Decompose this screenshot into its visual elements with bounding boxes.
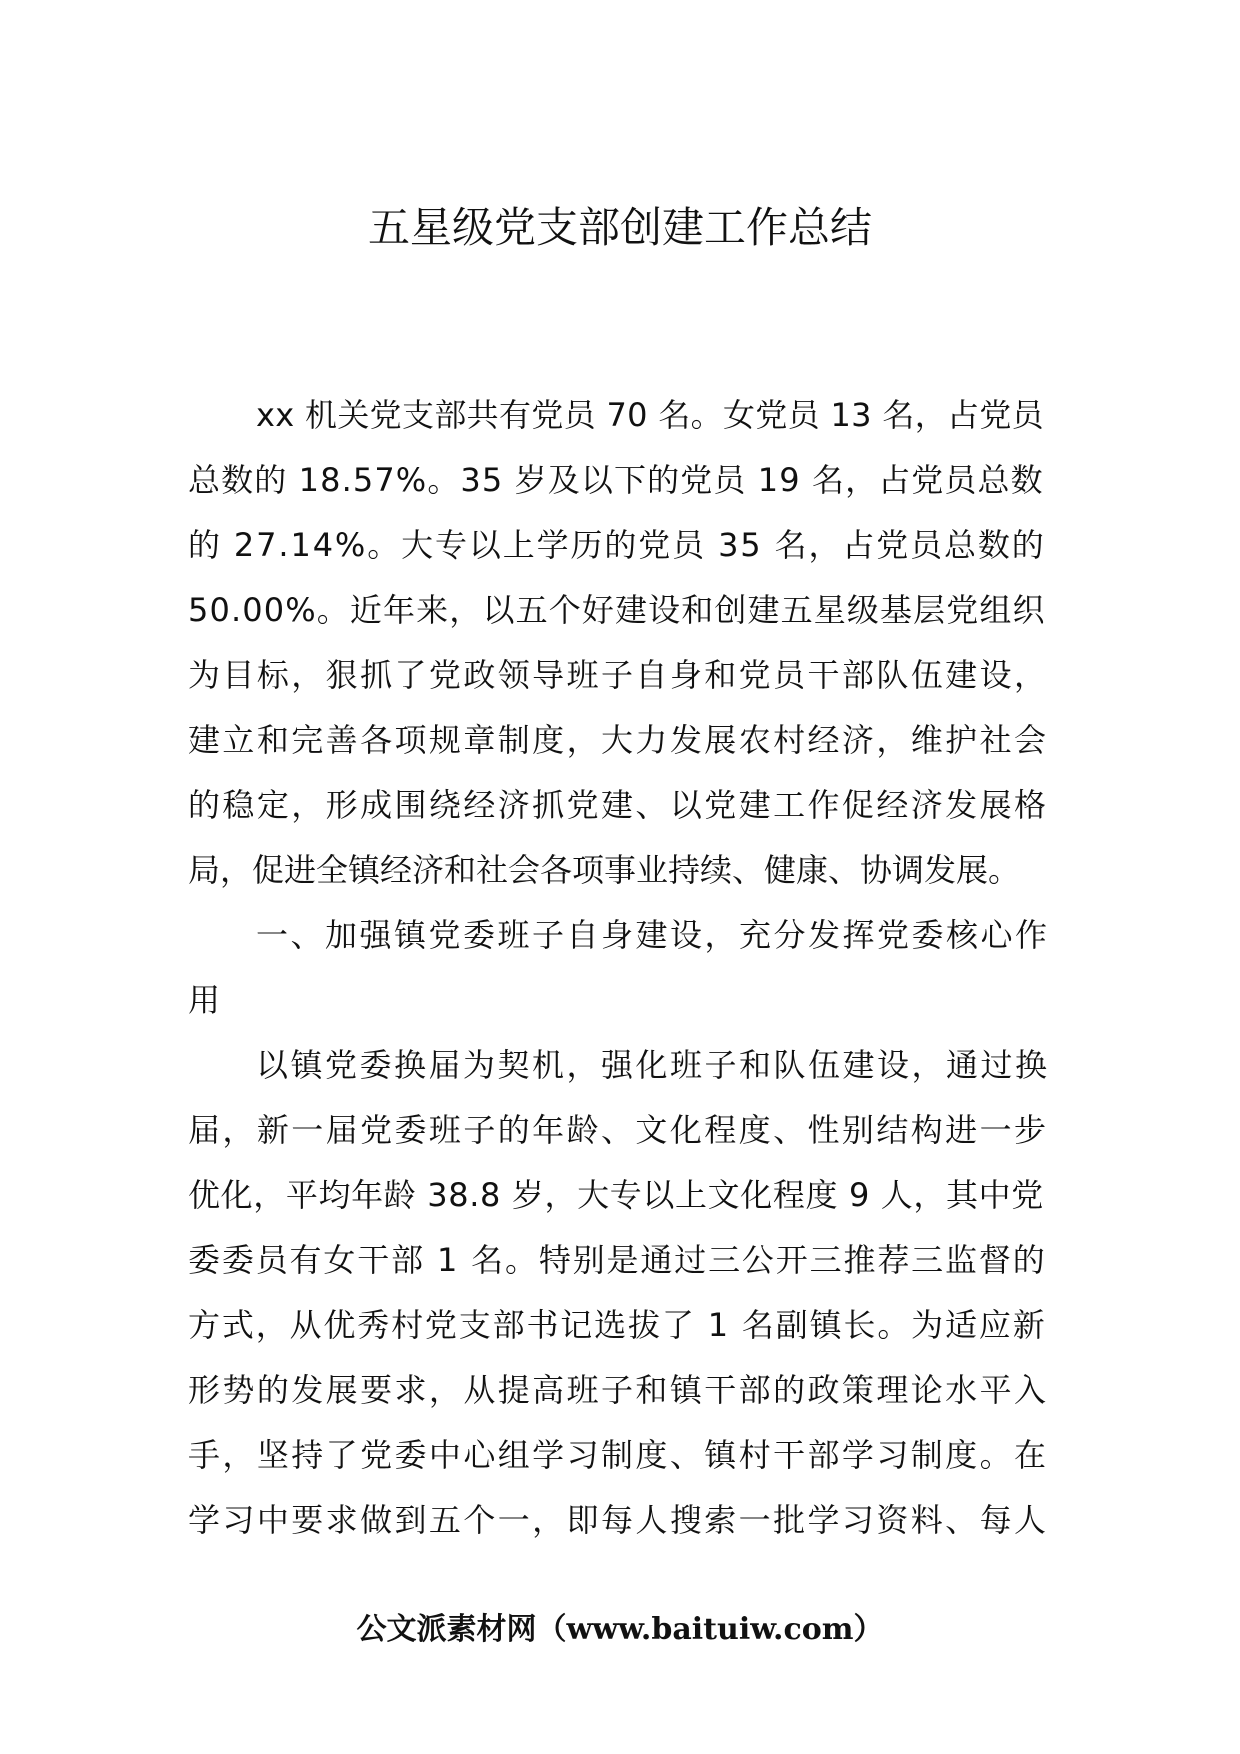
line-text: 建立和完善各项规章制度，大力发展农村经济，维护社会 — [188, 721, 1049, 759]
line-text: 以镇党委换届为契机，强化班子和队伍建设，通过换 — [256, 1046, 1050, 1084]
line-text: 为目标，狠抓了党政领导班子自身和党员干部队伍建设， — [188, 656, 1049, 694]
line-text: 学习中要求做到五个一，即每人搜索一批学习资料、每人 — [188, 1501, 1049, 1539]
text-line — [188, 1163, 1058, 1228]
text-line — [188, 708, 1058, 773]
text-line — [188, 513, 1058, 578]
line-text: 用 — [188, 981, 221, 1019]
document-body — [188, 383, 1058, 1553]
text-line — [188, 1358, 1058, 1423]
line-text: 的 27.14%。大专以上学历的党员 35 名，占党员总数的 — [188, 526, 1046, 564]
document-title: 五星级党支部创建工作总结 — [367, 203, 872, 252]
text-line — [188, 643, 1058, 708]
line-text: 形势的发展要求，从提高班子和镇干部的政策理论水平入 — [188, 1371, 1049, 1409]
text-line — [188, 448, 1058, 513]
line-text: 优化，平均年龄 38.8 岁，大专以上文化程度 9 人，其中党 — [188, 1176, 1044, 1214]
line-text: 总数的 18.57%。35 岁及以下的党员 19 名，占党员总数 — [188, 461, 1044, 499]
text-line — [188, 1098, 1058, 1163]
section-heading-line — [188, 968, 1058, 1033]
line-text: 50.00%。近年来，以五个好建设和创建五星级基层党组织 — [188, 591, 1046, 629]
text-line — [188, 1488, 1058, 1553]
line-text: 一、加强镇党委班子自身建设，充分发挥党委核心作 — [256, 916, 1050, 954]
text-line — [188, 838, 1058, 903]
text-line — [188, 1423, 1058, 1488]
text-line — [188, 1033, 1058, 1098]
text-line — [188, 1228, 1058, 1293]
line-text: 委委员有女干部 1 名。特别是通过三公开三推荐三监督的 — [188, 1241, 1047, 1279]
text-line — [188, 1293, 1058, 1358]
line-text: 手，坚持了党委中心组学习制度、镇村干部学习制度。在 — [188, 1436, 1049, 1474]
text-line — [188, 773, 1058, 838]
line-text: xx 机关党支部共有党员 70 名。女党员 13 名，占党员 — [256, 396, 1045, 434]
section-heading-line — [188, 903, 1058, 968]
footer-watermark: 公文派素材网（www.baituiw.com） — [356, 1612, 884, 1647]
text-line — [188, 383, 1058, 448]
line-text: 局，促进全镇经济和社会各项事业持续、健康、协调发展。 — [188, 851, 1021, 889]
line-text: 届，新一届党委班子的年龄、文化程度、性别结构进一步 — [188, 1111, 1049, 1149]
text-line — [188, 578, 1058, 643]
line-text: 的稳定，形成围绕经济抓党建、以党建工作促经济发展格 — [188, 786, 1049, 824]
line-text: 方式，从优秀村党支部书记选拔了 1 名副镇长。为适应新 — [188, 1306, 1047, 1344]
